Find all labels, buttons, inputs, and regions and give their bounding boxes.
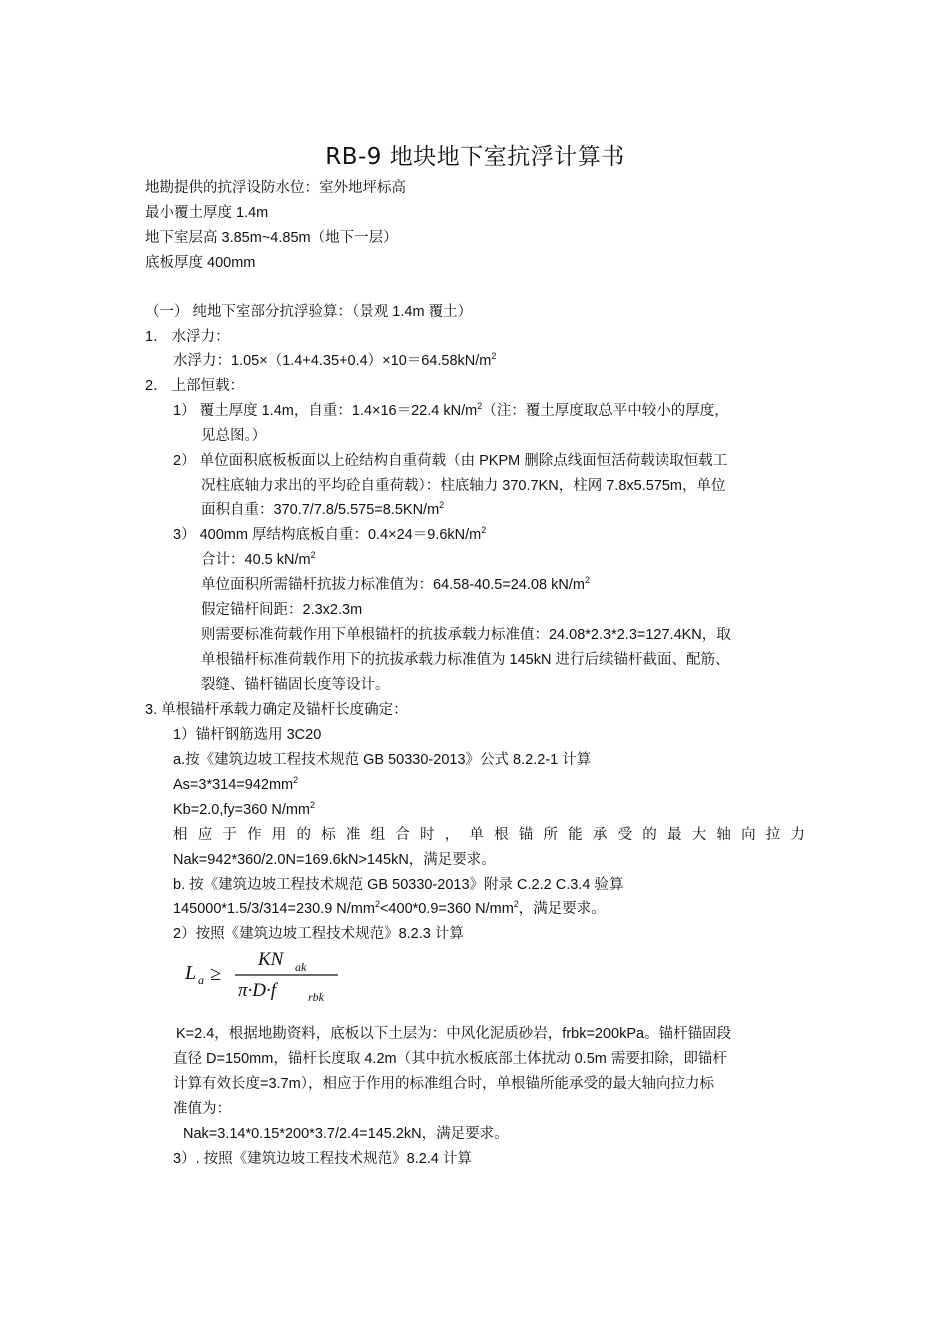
paragraph-line: 145000*1.5/3/314=230.9 $N/mm^2<400*0.9=360$ $N/mm^2$，满足要求。 bbox=[173, 899, 606, 917]
paragraph-line: 见总图。） bbox=[201, 428, 267, 444]
intro-line: 最小覆土厚度 1.4m bbox=[145, 205, 269, 221]
paragraph-line: K=2.4，根据地勘资料，底板以下土层为：中风化泥质砂岩，frbk=200kPa。锚杆锚固段 bbox=[176, 1026, 732, 1042]
paragraph-line: Kb=2.0,fy=360 $N/mm^2$ bbox=[173, 800, 316, 818]
paragraph-line: a.按《建筑边坡工程技术规范 GB 50330-2013》公式 8.2.2-1 计算 bbox=[173, 752, 592, 768]
anchor-length-formula bbox=[180, 945, 350, 1005]
formula-denominator: π·D·f bbox=[238, 980, 277, 1001]
paragraph-line: 假定锚杆间距：2.3x2.3m bbox=[201, 602, 363, 618]
section-heading: 3. 单根锚杆承载力确定及锚杆长度确定： bbox=[145, 702, 408, 718]
intro-line: 地下室层高 3.85m~4.85m（地下一层） bbox=[145, 230, 398, 246]
formula-numerator: KN bbox=[258, 949, 284, 970]
paragraph-line: 合计：40.5 $kN/m^2$ bbox=[201, 550, 316, 568]
paragraph-line: 相 应 于 作 用 的 标 准 组 合 时 ， 单 根 锚 所 能 承 受 的 最 大 轴 向 拉 力 bbox=[173, 827, 805, 843]
paragraph-line: Nak=942*360/2.0N=169.6kN>145kN，满足要求。 bbox=[173, 852, 496, 868]
item-label: 1． 水浮力： bbox=[145, 329, 230, 345]
paragraph-line: 单位面积所需锚杆抗拔力标准值为：64.58-40.5=24.08 $kN/m^2$ bbox=[201, 575, 590, 593]
intro-line: 地勘提供的抗浮设防水位：室外地坪标高 bbox=[145, 180, 406, 196]
paragraph-line: 面积自重：$370.7/7.8/5.575=8.5KN/m^2$ bbox=[201, 500, 445, 518]
formula-subscript: rbk bbox=[308, 990, 324, 1004]
paragraph-line: 3） 400mm 厚结构底板自重：$0.4\times 24=9.6kN/m^2$ bbox=[173, 525, 487, 543]
document-title: RB-9 地块地下室抗浮计算书 bbox=[325, 144, 625, 170]
formula-subscript: ak bbox=[295, 960, 307, 974]
intro-line: 底板厚度 400mm bbox=[145, 255, 256, 271]
item-label: 2． 上部恒载： bbox=[145, 378, 245, 394]
paragraph-line: 1） 覆土厚度 1.4m，自重：1.4×16＝22.4 $kN/m^2$（注：覆土厚度取总平中较小的厚度， bbox=[173, 401, 729, 419]
formula-subscript: a bbox=[198, 973, 204, 987]
paragraph-line: 2） 单位面积底板板面以上砼结构自重荷载（由 PKPM 删除点线面恒活荷载读取恒载工 bbox=[173, 453, 728, 469]
paragraph-line: 直径 D=150mm，锚杆长度取 4.2m（其中抗水板底部土体扰动 0.5m 需要扣除，即锚杆 bbox=[173, 1051, 727, 1067]
paragraph-line: b. 按《建筑边坡工程技术规范 GB 50330-2013》附录 C.2.2 C.3.4 验算 bbox=[173, 877, 624, 893]
paragraph-line: 2）按照《建筑边坡工程技术规范》8.2.3 计算 bbox=[173, 926, 464, 942]
formula-symbol: L bbox=[185, 962, 197, 984]
section-heading: （一） 纯地下室部分抗浮验算：（景观 1.4m 覆土） bbox=[145, 304, 473, 320]
paragraph-line: 计算有效长度=3.7m），相应于作用的标准组合时，单根锚所能承受的最大轴向拉力标 bbox=[173, 1076, 714, 1092]
paragraph-line: $As=3*314=942mm^2$ bbox=[173, 775, 299, 793]
paragraph-line: 水浮力：$1.05\times(1.4+4.35+0.4)\times 10=64.58kN/m^2$ bbox=[173, 351, 497, 369]
paragraph-line: 1）锚杆钢筋选用 3C20 bbox=[173, 727, 322, 743]
paragraph-line: 准值为： bbox=[173, 1101, 231, 1117]
paragraph-line: 单根锚杆标准荷载作用下的抗拔承载力标准值为 145kN 进行后续锚杆截面、配筋、 bbox=[201, 652, 730, 668]
paragraph-line: 则需要标准荷载作用下单根锚杆的抗拔承载力标准值：24.08*2.3*2.3=127.4KN，取 bbox=[201, 627, 731, 643]
paragraph-line: 裂缝、锚杆锚固长度等设计。 bbox=[201, 677, 390, 693]
paragraph-line: 况柱底轴力求出的平均砼自重荷载）：柱底轴力 370.7KN，柱网 7.8x5.575m，单位 bbox=[201, 478, 726, 494]
paragraph-line: Nak=3.14*0.15*200*3.7/2.4=145.2kN，满足要求。 bbox=[183, 1126, 509, 1142]
formula-operator: ≥ bbox=[210, 963, 221, 985]
paragraph-line: 3）. 按照《建筑边坡工程技术规范》8.2.4 计算 bbox=[173, 1151, 472, 1167]
